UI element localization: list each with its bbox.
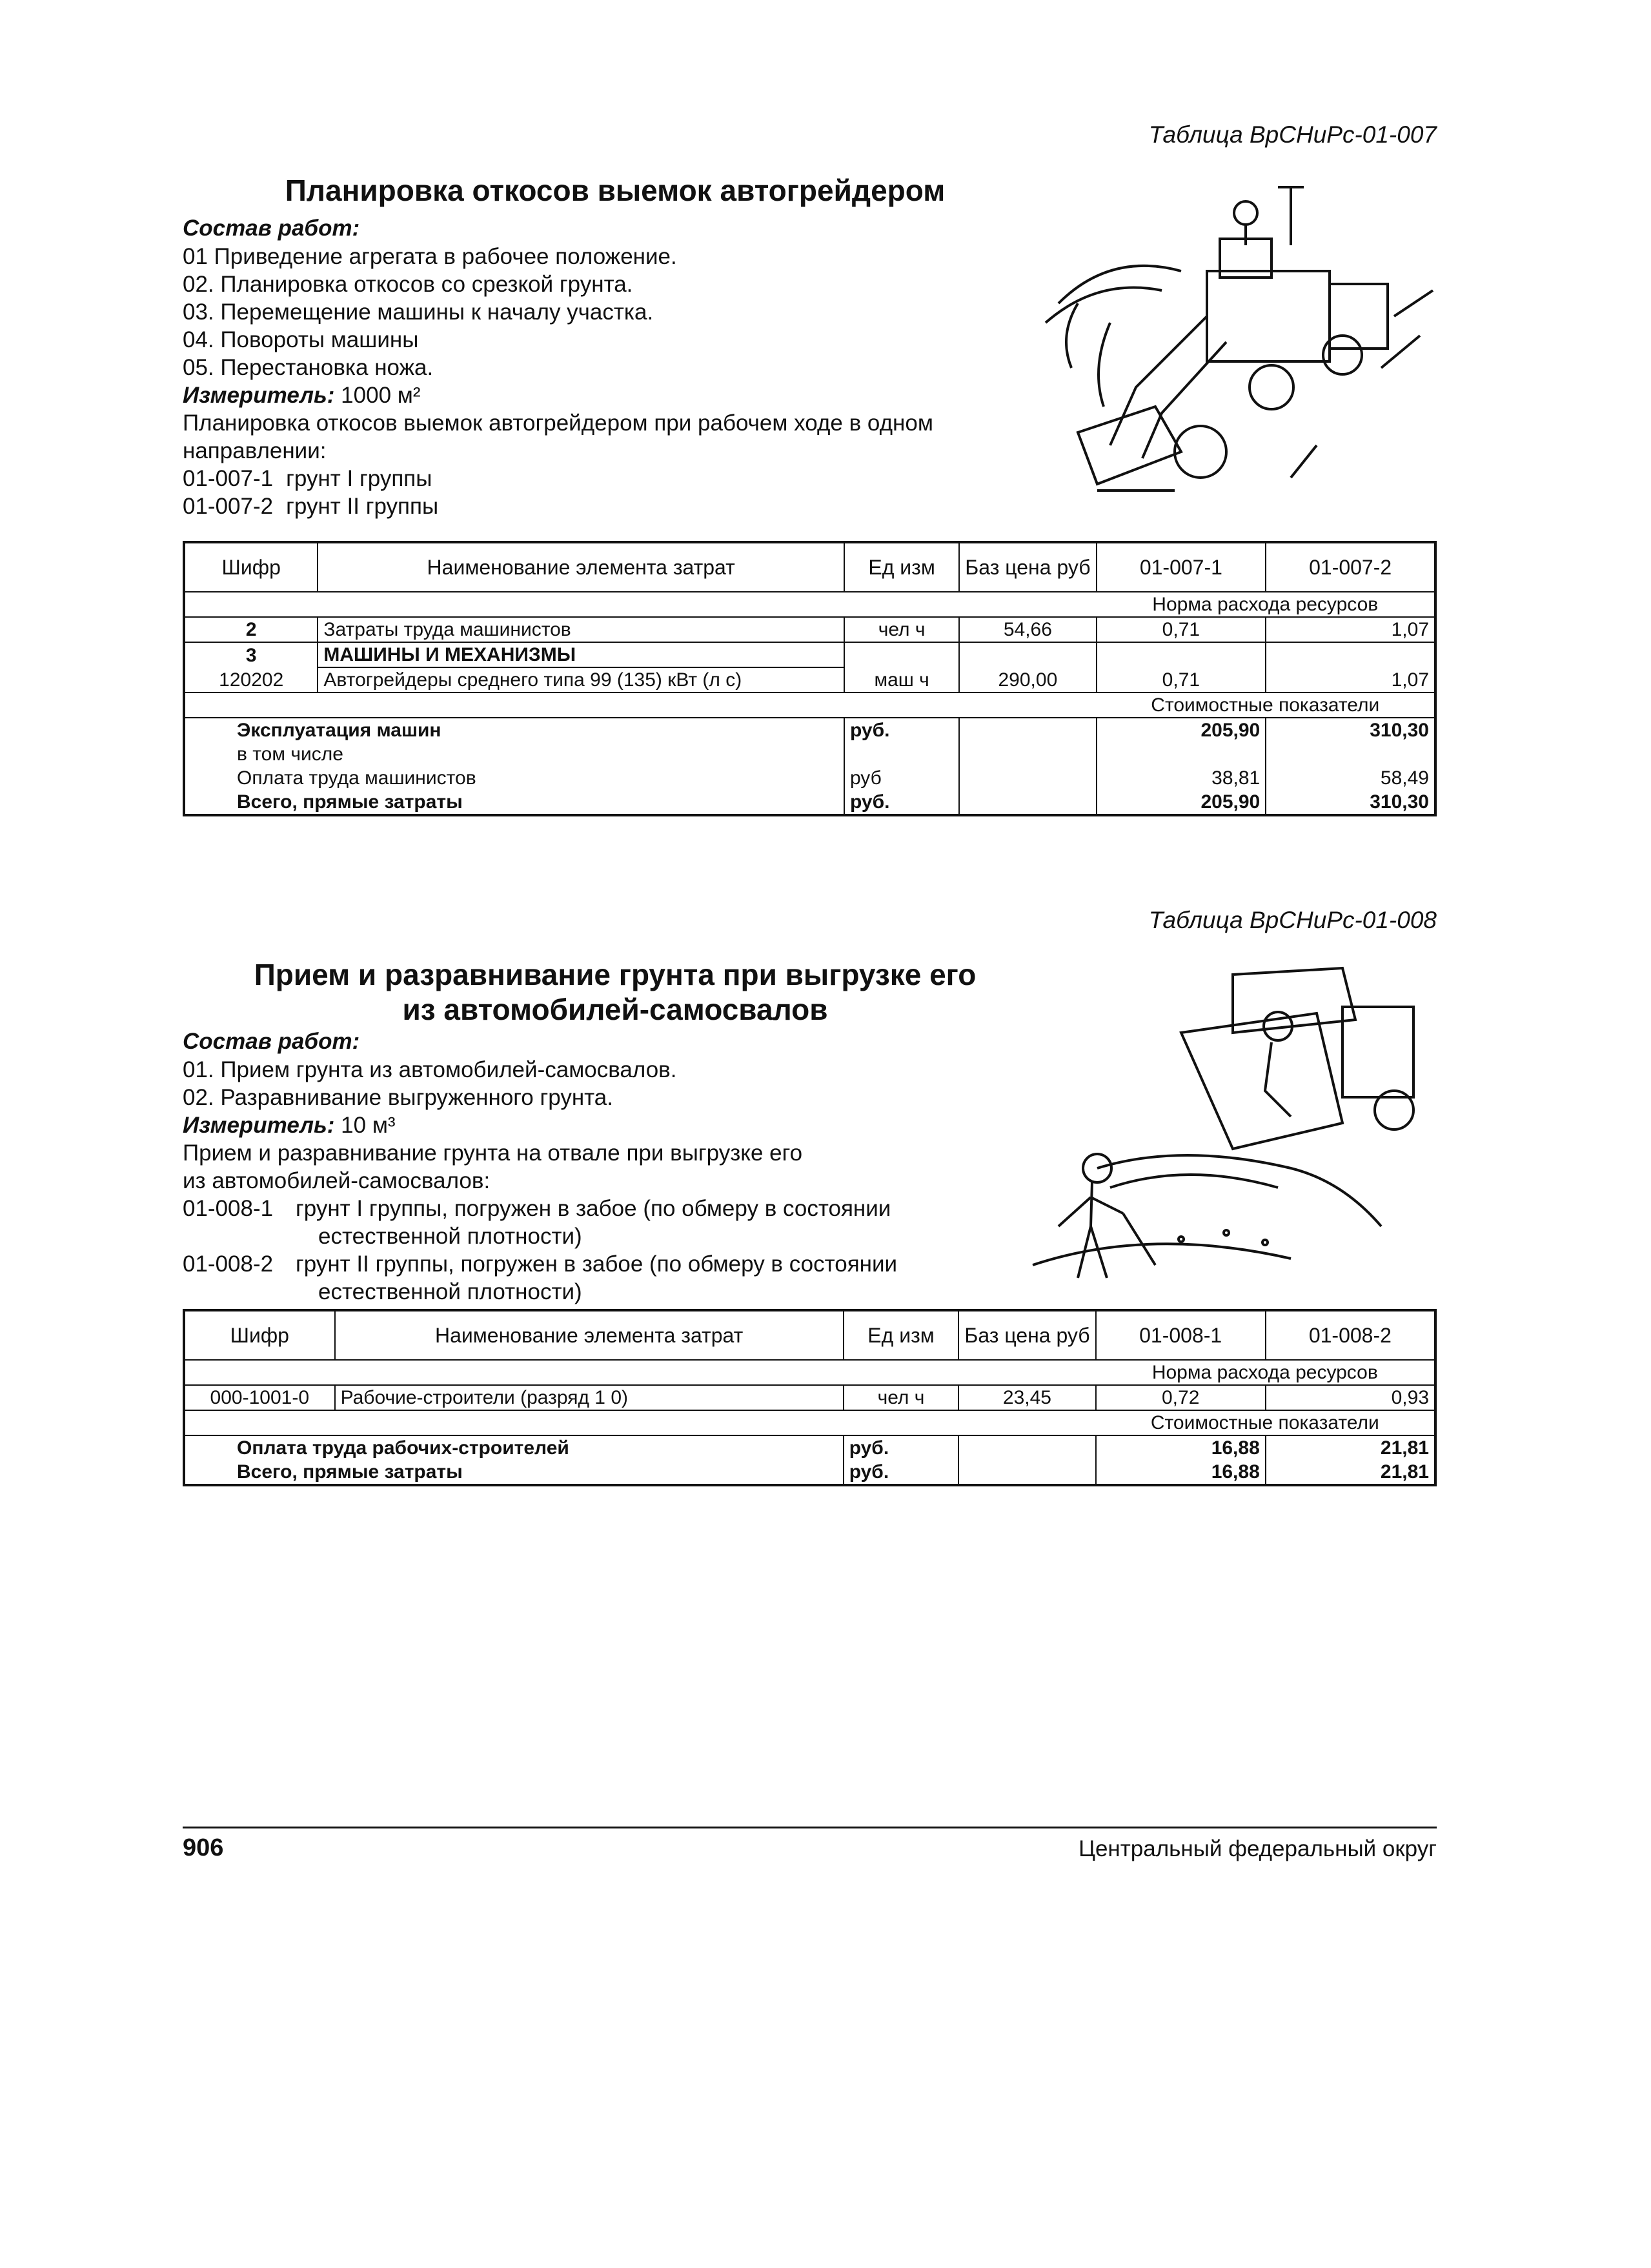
cost-value-1: 16,88	[1096, 1435, 1266, 1460]
description-line: из автомобилей-самосвалов:	[183, 1168, 491, 1193]
composition-label-008: Состав работ:	[183, 1029, 360, 1054]
header-unit: Ед изм	[844, 1310, 959, 1360]
steps-list-007	[183, 243, 933, 520]
cost-label-row	[184, 693, 1435, 718]
norm-label-row	[184, 1360, 1435, 1385]
region-label: Центральный федеральный округ	[1079, 1836, 1437, 1861]
earth-leveling-illustration	[1020, 955, 1446, 1304]
row-name: Рабочие-строители (разряд 1 0)	[335, 1385, 844, 1410]
row-name: Автогрейдеры среднего типа 99 (135) кВт (л с)	[318, 667, 844, 693]
norm-label-row	[184, 592, 1435, 617]
motor-grader-illustration	[1033, 174, 1446, 510]
row-value-2: 1,07	[1266, 617, 1435, 642]
cost-value-2: 310,30	[1266, 718, 1435, 742]
cost-row	[184, 718, 1435, 742]
table-header-row	[184, 1310, 1435, 1360]
cost-name: в том числе	[184, 742, 844, 766]
table-code-008: Таблица ВрСНиРс-01-008	[1148, 907, 1437, 933]
step-03: 03. Перемещение машины к началу участка.	[183, 299, 654, 325]
cost-row	[184, 766, 1435, 790]
cost-unit: руб.	[844, 1435, 959, 1460]
measure-value: 10 м³	[334, 1113, 396, 1138]
step-04: 04. Повороты машины	[183, 327, 419, 352]
variant-01-008-2	[183, 1250, 897, 1278]
row-value-1: 0,71	[1097, 617, 1266, 642]
norm-label: Норма расхода ресурсов	[1096, 1360, 1435, 1385]
step-02: 02. Планировка откосов со срезкой грунта.	[183, 272, 633, 297]
cost-value-1: 205,90	[1097, 790, 1266, 815]
cost-unit: руб	[844, 766, 959, 790]
row-name: Затраты труда машинистов	[318, 617, 844, 642]
variant-01-008-1	[183, 1195, 897, 1222]
header-col2: 01-007-2	[1266, 542, 1435, 592]
row-value-2: 0,93	[1266, 1385, 1435, 1410]
description-line: Планировка откосов выемок автогрейдером при рабочем ходе в одном	[183, 410, 933, 436]
header-unit: Ед изм	[844, 542, 959, 592]
cost-unit: руб.	[844, 718, 959, 742]
section-title-007: Планировка откосов выемок автогрейдером	[285, 174, 946, 207]
cost-row	[184, 1460, 1435, 1485]
cost-value-1: 16,88	[1096, 1460, 1266, 1485]
cost-table-008	[183, 1309, 1437, 1486]
norm-label: Норма расхода ресурсов	[1097, 592, 1435, 617]
table-row	[184, 1385, 1435, 1410]
cost-name: Оплата труда рабочих-строителей	[184, 1435, 844, 1460]
row-value-1: 0,72	[1096, 1385, 1266, 1410]
cost-label: Стоимостные показатели	[1096, 1410, 1435, 1435]
cost-name: Оплата труда машинистов	[184, 766, 844, 790]
cost-value-1: 205,90	[1097, 718, 1266, 742]
cost-value-2: 21,81	[1266, 1460, 1435, 1485]
page-number: 906	[183, 1834, 224, 1861]
step-01: 01 Приведение агрегата в рабочее положение.	[183, 244, 677, 269]
table-row	[184, 642, 1435, 667]
row-code: 3	[184, 642, 318, 667]
row-code: 000-1001-0	[184, 1385, 335, 1410]
variant-code: 01-007-1	[183, 466, 274, 491]
cost-name: Всего, прямые затраты	[184, 1460, 844, 1485]
variant-text: грунт II группы, погружен в забое (по обмеру в состоянии	[296, 1251, 898, 1277]
measure-value: 1000 м²	[334, 383, 421, 408]
cost-row	[184, 742, 1435, 766]
variant-code: 01-008-2	[183, 1251, 274, 1277]
header-name: Наименование элемента затрат	[335, 1310, 844, 1360]
variant-text-cont: естественной плотности)	[318, 1279, 582, 1304]
cost-value-2: 21,81	[1266, 1435, 1435, 1460]
variant-code: 01-008-1	[183, 1196, 274, 1221]
composition-label-007: Состав работ:	[183, 216, 360, 241]
header-col1: 01-008-1	[1096, 1310, 1266, 1360]
cost-row	[184, 790, 1435, 815]
cost-unit: руб.	[844, 790, 959, 815]
header-code: Шифр	[184, 542, 318, 592]
variant-text: грунт II группы	[286, 494, 439, 519]
row-code: 2	[184, 617, 318, 642]
steps-list-008	[183, 1056, 897, 1306]
cost-value-2: 58,49	[1266, 766, 1435, 790]
cost-name: Всего, прямые затраты	[184, 790, 844, 815]
cost-row	[184, 1435, 1435, 1460]
title-line-1: Прием и разравнивание грунта при выгрузке его	[254, 958, 977, 991]
variant-code: 01-007-2	[183, 494, 274, 519]
row-price: 54,66	[959, 617, 1096, 642]
cost-label-row	[184, 1410, 1435, 1435]
row-unit: чел ч	[844, 617, 959, 642]
measure-label: Измеритель:	[183, 1113, 335, 1138]
table-header-row	[184, 542, 1435, 592]
row-value-2: 1,07	[1266, 667, 1435, 693]
row-price: 290,00	[959, 667, 1096, 693]
row-unit: маш ч	[844, 667, 959, 693]
cost-table-007	[183, 541, 1437, 816]
cost-name: Эксплуатация машин	[184, 718, 844, 742]
measure-008	[183, 1111, 897, 1139]
row-name: МАШИНЫ И МЕХАНИЗМЫ	[318, 642, 844, 667]
header-col2: 01-008-2	[1266, 1310, 1435, 1360]
step-01: 01. Прием грунта из автомобилей-самосвалов.	[183, 1057, 677, 1082]
row-price: 23,45	[958, 1385, 1095, 1410]
step-02: 02. Разравнивание выгруженного грунта.	[183, 1085, 613, 1110]
cost-unit: руб.	[844, 1460, 959, 1485]
variant-text: грунт I группы	[286, 466, 432, 491]
header-col1: 01-007-1	[1097, 542, 1266, 592]
table-row	[184, 667, 1435, 693]
footer-divider	[183, 1827, 1437, 1828]
row-code: 120202	[184, 667, 318, 693]
description-line: направлении:	[183, 438, 327, 463]
variant-text: грунт I группы, погружен в забое (по обмеру в состоянии	[296, 1196, 891, 1221]
cost-value-2: 310,30	[1266, 790, 1435, 815]
row-unit: чел ч	[844, 1385, 959, 1410]
cost-value-1: 38,81	[1097, 766, 1266, 790]
step-05: 05. Перестановка ножа.	[183, 355, 434, 380]
variant-text-cont: естественной плотности)	[318, 1224, 582, 1249]
table-code-007: Таблица ВрСНиРс-01-007	[1148, 121, 1437, 148]
measure-007	[183, 381, 933, 409]
header-price: Баз цена руб	[958, 1310, 1095, 1360]
header-name: Наименование элемента затрат	[318, 542, 844, 592]
measure-label: Измеритель:	[183, 383, 335, 408]
title-line-2: из автомобилей-самосвалов	[402, 993, 828, 1026]
header-price: Баз цена руб	[959, 542, 1096, 592]
variant-01-007-1	[183, 465, 933, 492]
description-line: Прием и разравнивание грунта на отвале при выгрузке его	[183, 1140, 803, 1166]
header-code: Шифр	[184, 1310, 335, 1360]
row-value-1: 0,71	[1097, 667, 1266, 693]
table-row	[184, 617, 1435, 642]
variant-01-007-2	[183, 492, 933, 520]
cost-label: Стоимостные показатели	[1097, 693, 1435, 718]
section-title-008	[183, 957, 1048, 1027]
